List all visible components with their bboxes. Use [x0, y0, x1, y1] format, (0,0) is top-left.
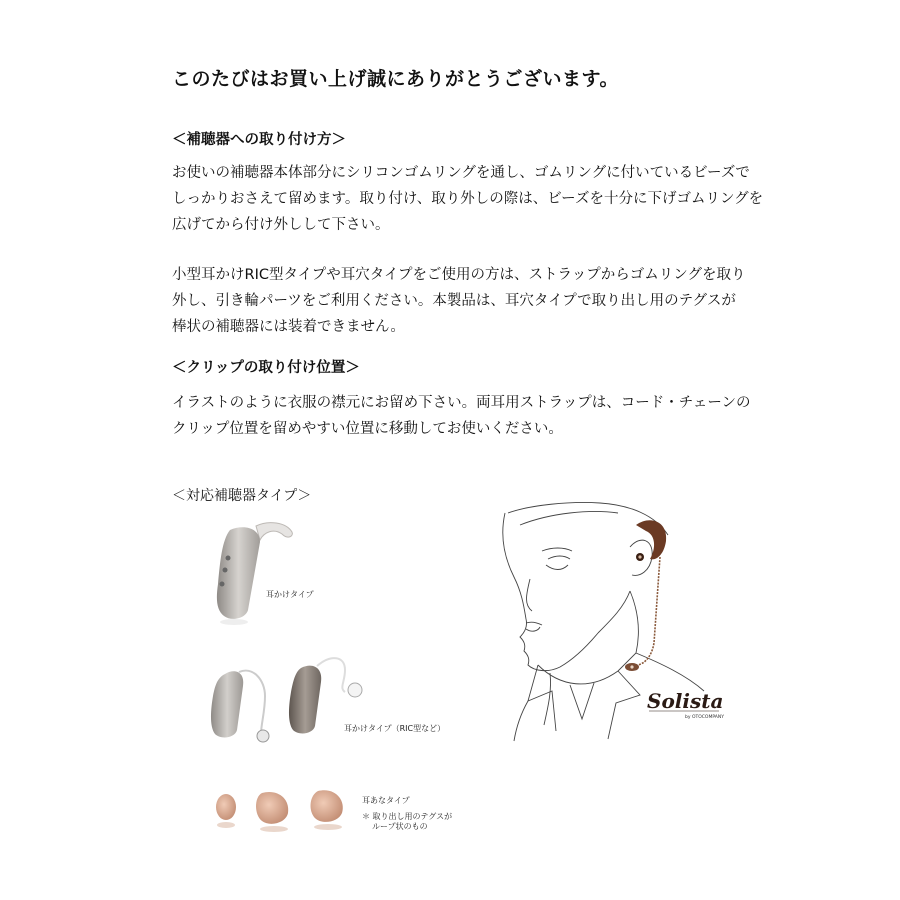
attach-paragraph-1	[172, 160, 763, 238]
clip-position-paragraph	[172, 390, 751, 442]
ite-type-note	[362, 812, 452, 832]
note-line: ループ状のもの	[372, 822, 428, 831]
paragraph-line: お使いの補聴器本体部分にシリコンゴムリングを通し、ゴムリングに付いているビーズで	[172, 165, 750, 181]
bte-hearing-aid-icon	[208, 518, 298, 628]
paragraph-line: イラストのように衣服の襟元にお留め下さい。両耳用ストラップは、コード・チェーンの	[172, 395, 751, 411]
paragraph-line: クリップ位置を留めやすい位置に移動してお使いください。	[172, 421, 563, 437]
ite-hearing-aid-icon	[210, 785, 355, 835]
paragraph-line: しっかりおさえて留めます。取り付け、取り外しの際は、ビーズを十分に下げゴムリングを	[172, 191, 764, 207]
paragraph-line: 小型耳かけRIC型タイプや耳穴タイプをご使用の方は、ストラップからゴムリングを取り	[172, 267, 746, 283]
attach-paragraph-2	[172, 262, 745, 340]
bte-type-label: 耳かけタイプ	[266, 590, 314, 599]
solista-logo	[645, 688, 723, 722]
paragraph-line: 棒状の補聴器には装着できません。	[172, 319, 405, 335]
paragraph-line: 広げてから付け外しして下さい。	[172, 217, 390, 233]
page-title: このたびはお買い上げ誠にありがとうございます。	[172, 68, 619, 90]
paragraph-line: 外し、引き輪パーツをご利用ください。本製品は、耳穴タイプで取り出し用のテグスが	[172, 293, 736, 309]
clip-position-heading: ＜クリップの取り付け位置＞	[172, 360, 360, 376]
brand-sub: by OTOCOMPANY	[685, 715, 724, 720]
attach-heading: ＜補聴器への取り付け方＞	[172, 132, 346, 148]
note-line: ＊ 取り出し用のテグスが	[362, 812, 453, 821]
ite-type-label: 耳あなタイプ	[362, 796, 410, 805]
brand-name: Solista	[647, 689, 724, 713]
ric-type-label: 耳かけタイプ（RIC型など）	[344, 724, 446, 733]
compatible-types-heading: ＜対応補聴器タイプ＞	[172, 488, 312, 504]
